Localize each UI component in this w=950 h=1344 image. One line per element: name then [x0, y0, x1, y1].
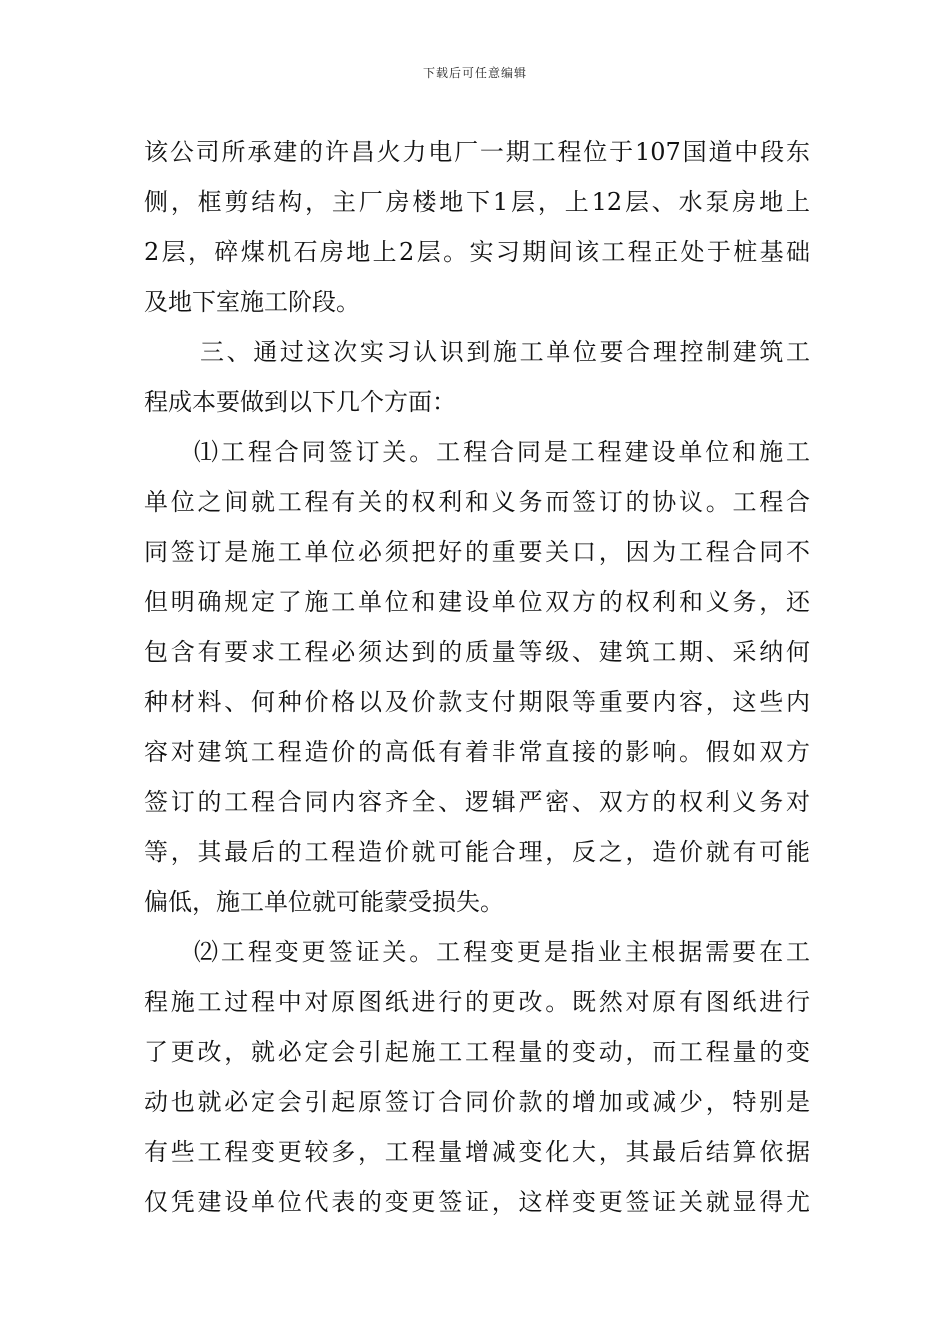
text-line: 签订的工程合同内容齐全、逻辑严密、双方的权利义务对 [144, 788, 810, 816]
paragraph-project-overview [144, 127, 810, 327]
text-line: 单位之间就工程有关的权利和义务而签订的协议。工程合 [144, 488, 810, 516]
text-line: 该公司所承建的许昌火力电厂一期工程位于107国道中段东 [144, 138, 810, 166]
paragraph-change-visa [144, 927, 810, 1227]
paragraph-section-three [144, 327, 810, 427]
text-line: 侧，框剪结构，主厂房楼地下1层，上12层、水泵房地上 [144, 188, 810, 216]
header-note: 下载后可任意编辑 [422, 66, 527, 80]
text-line: 包含有要求工程必须达到的质量等级、建筑工期、采纳何 [144, 638, 810, 666]
paragraph-contract-signing [144, 427, 810, 927]
text-line: 种材料、何种价格以及价款支付期限等重要内容，这些内 [144, 688, 810, 716]
text-line: ⑴工程合同签订关。工程合同是工程建设单位和施工 [194, 438, 810, 466]
text-line: 等，其最后的工程造价就可能合理，反之，造价就有可能 [144, 838, 810, 866]
text-line: 有些工程变更较多，工程量增减变化大，其最后结算依据 [144, 1138, 810, 1166]
text-line: 同签订是施工单位必须把好的重要关口，因为工程合同不 [144, 538, 810, 566]
text-line: 2层，碎煤机石房地上2层。实习期间该工程正处于桩基础 [144, 238, 810, 266]
text-line: 动也就必定会引起原签订合同价款的增加或减少，特别是 [144, 1088, 810, 1116]
text-line: 程施工过程中对原图纸进行的更改。既然对原有图纸进行 [144, 988, 810, 1016]
text-line: 了更改，就必定会引起施工工程量的变动，而工程量的变 [144, 1038, 810, 1066]
text-line: 但明确规定了施工单位和建设单位双方的权利和义务，还 [144, 588, 810, 616]
text-line: 及地下室施工阶段。 [144, 288, 360, 316]
text-line: 容对建筑工程造价的高低有着非常直接的影响。假如双方 [144, 738, 810, 766]
text-line: 仅凭建设单位代表的变更签证，这样变更签证关就显得尤 [144, 1188, 810, 1216]
text-line: ⑵工程变更签证关。工程变更是指业主根据需要在工 [194, 938, 810, 966]
text-line: 程成本要做到以下几个方面： [144, 388, 456, 416]
text-line: 偏低，施工单位就可能蒙受损失。 [144, 888, 504, 916]
text-line: 三、通过这次实习认识到施工单位要合理控制建筑工 [200, 338, 810, 366]
document-body [144, 127, 810, 1227]
